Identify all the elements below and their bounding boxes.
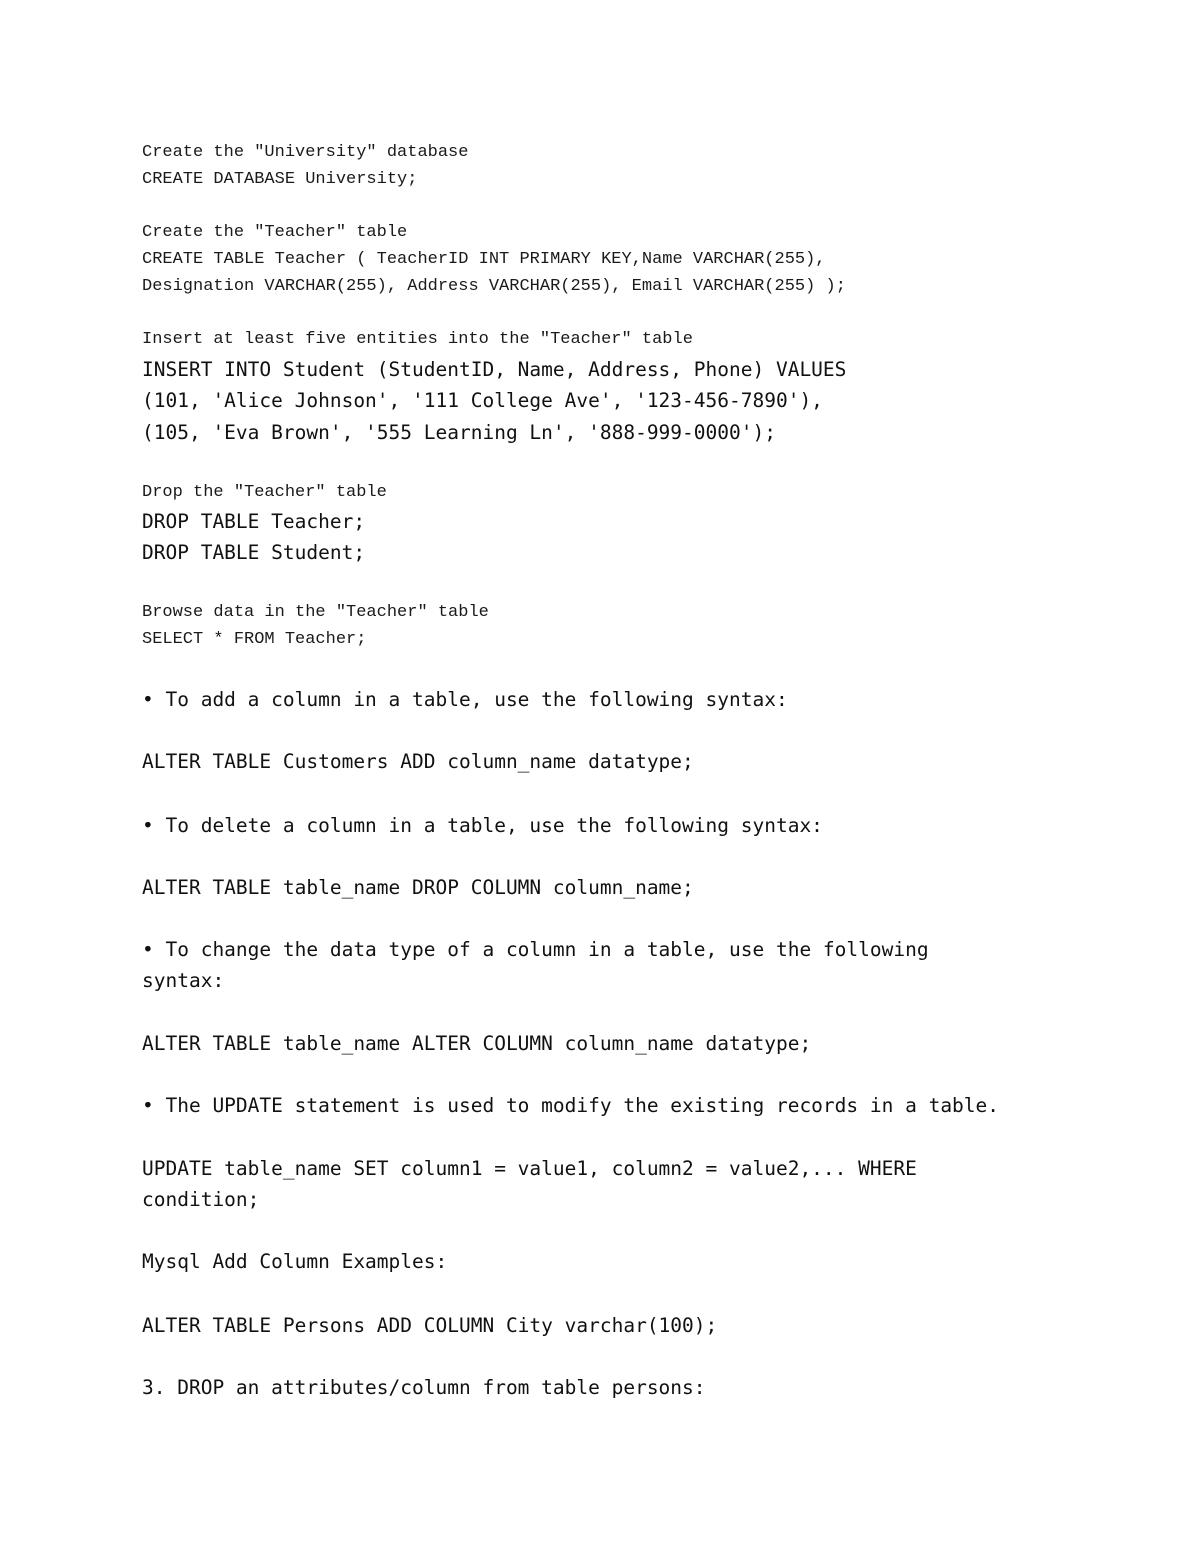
create-db-comment: Create the "University" database bbox=[142, 143, 469, 162]
update-sql-line-1: UPDATE table_name SET column1 = value1, column2 = value2,... WHERE bbox=[142, 1157, 917, 1180]
change-type-bullet-line-1: • To change the data type of a column in a table, use the following bbox=[142, 938, 929, 961]
insert-sql-line-2: (101, 'Alice Johnson', '111 College Ave', '123-456-7890'), bbox=[142, 389, 823, 412]
drop-sql-line-2: DROP TABLE Student; bbox=[142, 541, 366, 564]
create-db-sql: CREATE DATABASE University; bbox=[142, 170, 418, 189]
mysql-example-sql: ALTER TABLE Persons ADD COLUMN City varchar(100); bbox=[142, 1314, 718, 1337]
update-sql-line-2: condition; bbox=[142, 1188, 260, 1211]
drop-attribute-heading: 3. DROP an attributes/column from table persons: bbox=[142, 1376, 706, 1399]
browse-comment: Browse data in the "Teacher" table bbox=[142, 603, 489, 622]
insert-comment: Insert at least five entities into the "Teacher" table bbox=[142, 330, 693, 349]
add-column-sql: ALTER TABLE Customers ADD column_name datatype; bbox=[142, 750, 694, 773]
drop-sql-line-1: DROP TABLE Teacher; bbox=[142, 510, 366, 533]
insert-sql-line-3: (105, 'Eva Brown', '555 Learning Ln', '888-999-0000'); bbox=[142, 421, 776, 444]
mysql-examples-heading: Mysql Add Column Examples: bbox=[142, 1250, 448, 1273]
add-column-bullet: • To add a column in a table, use the following syntax: bbox=[142, 688, 788, 711]
create-table-sql-line-1: CREATE TABLE Teacher ( TeacherID INT PRIMARY KEY,Name VARCHAR(255), bbox=[142, 250, 826, 269]
change-type-sql: ALTER TABLE table_name ALTER COLUMN column_name datatype; bbox=[142, 1032, 812, 1055]
update-bullet: • The UPDATE statement is used to modify the existing records in a table. bbox=[142, 1094, 1000, 1117]
create-table-comment: Create the "Teacher" table bbox=[142, 223, 408, 242]
browse-sql: SELECT * FROM Teacher; bbox=[142, 630, 367, 649]
delete-column-bullet: • To delete a column in a table, use the following syntax: bbox=[142, 814, 823, 837]
delete-column-sql: ALTER TABLE table_name DROP COLUMN column_name; bbox=[142, 876, 694, 899]
create-table-sql-line-2: Designation VARCHAR(255), Address VARCHAR(255), Email VARCHAR(255) ); bbox=[142, 277, 846, 296]
change-type-bullet-line-2: syntax: bbox=[142, 969, 225, 992]
drop-comment: Drop the "Teacher" table bbox=[142, 483, 387, 502]
insert-sql-line-1: INSERT INTO Student (StudentID, Name, Address, Phone) VALUES bbox=[142, 358, 847, 381]
